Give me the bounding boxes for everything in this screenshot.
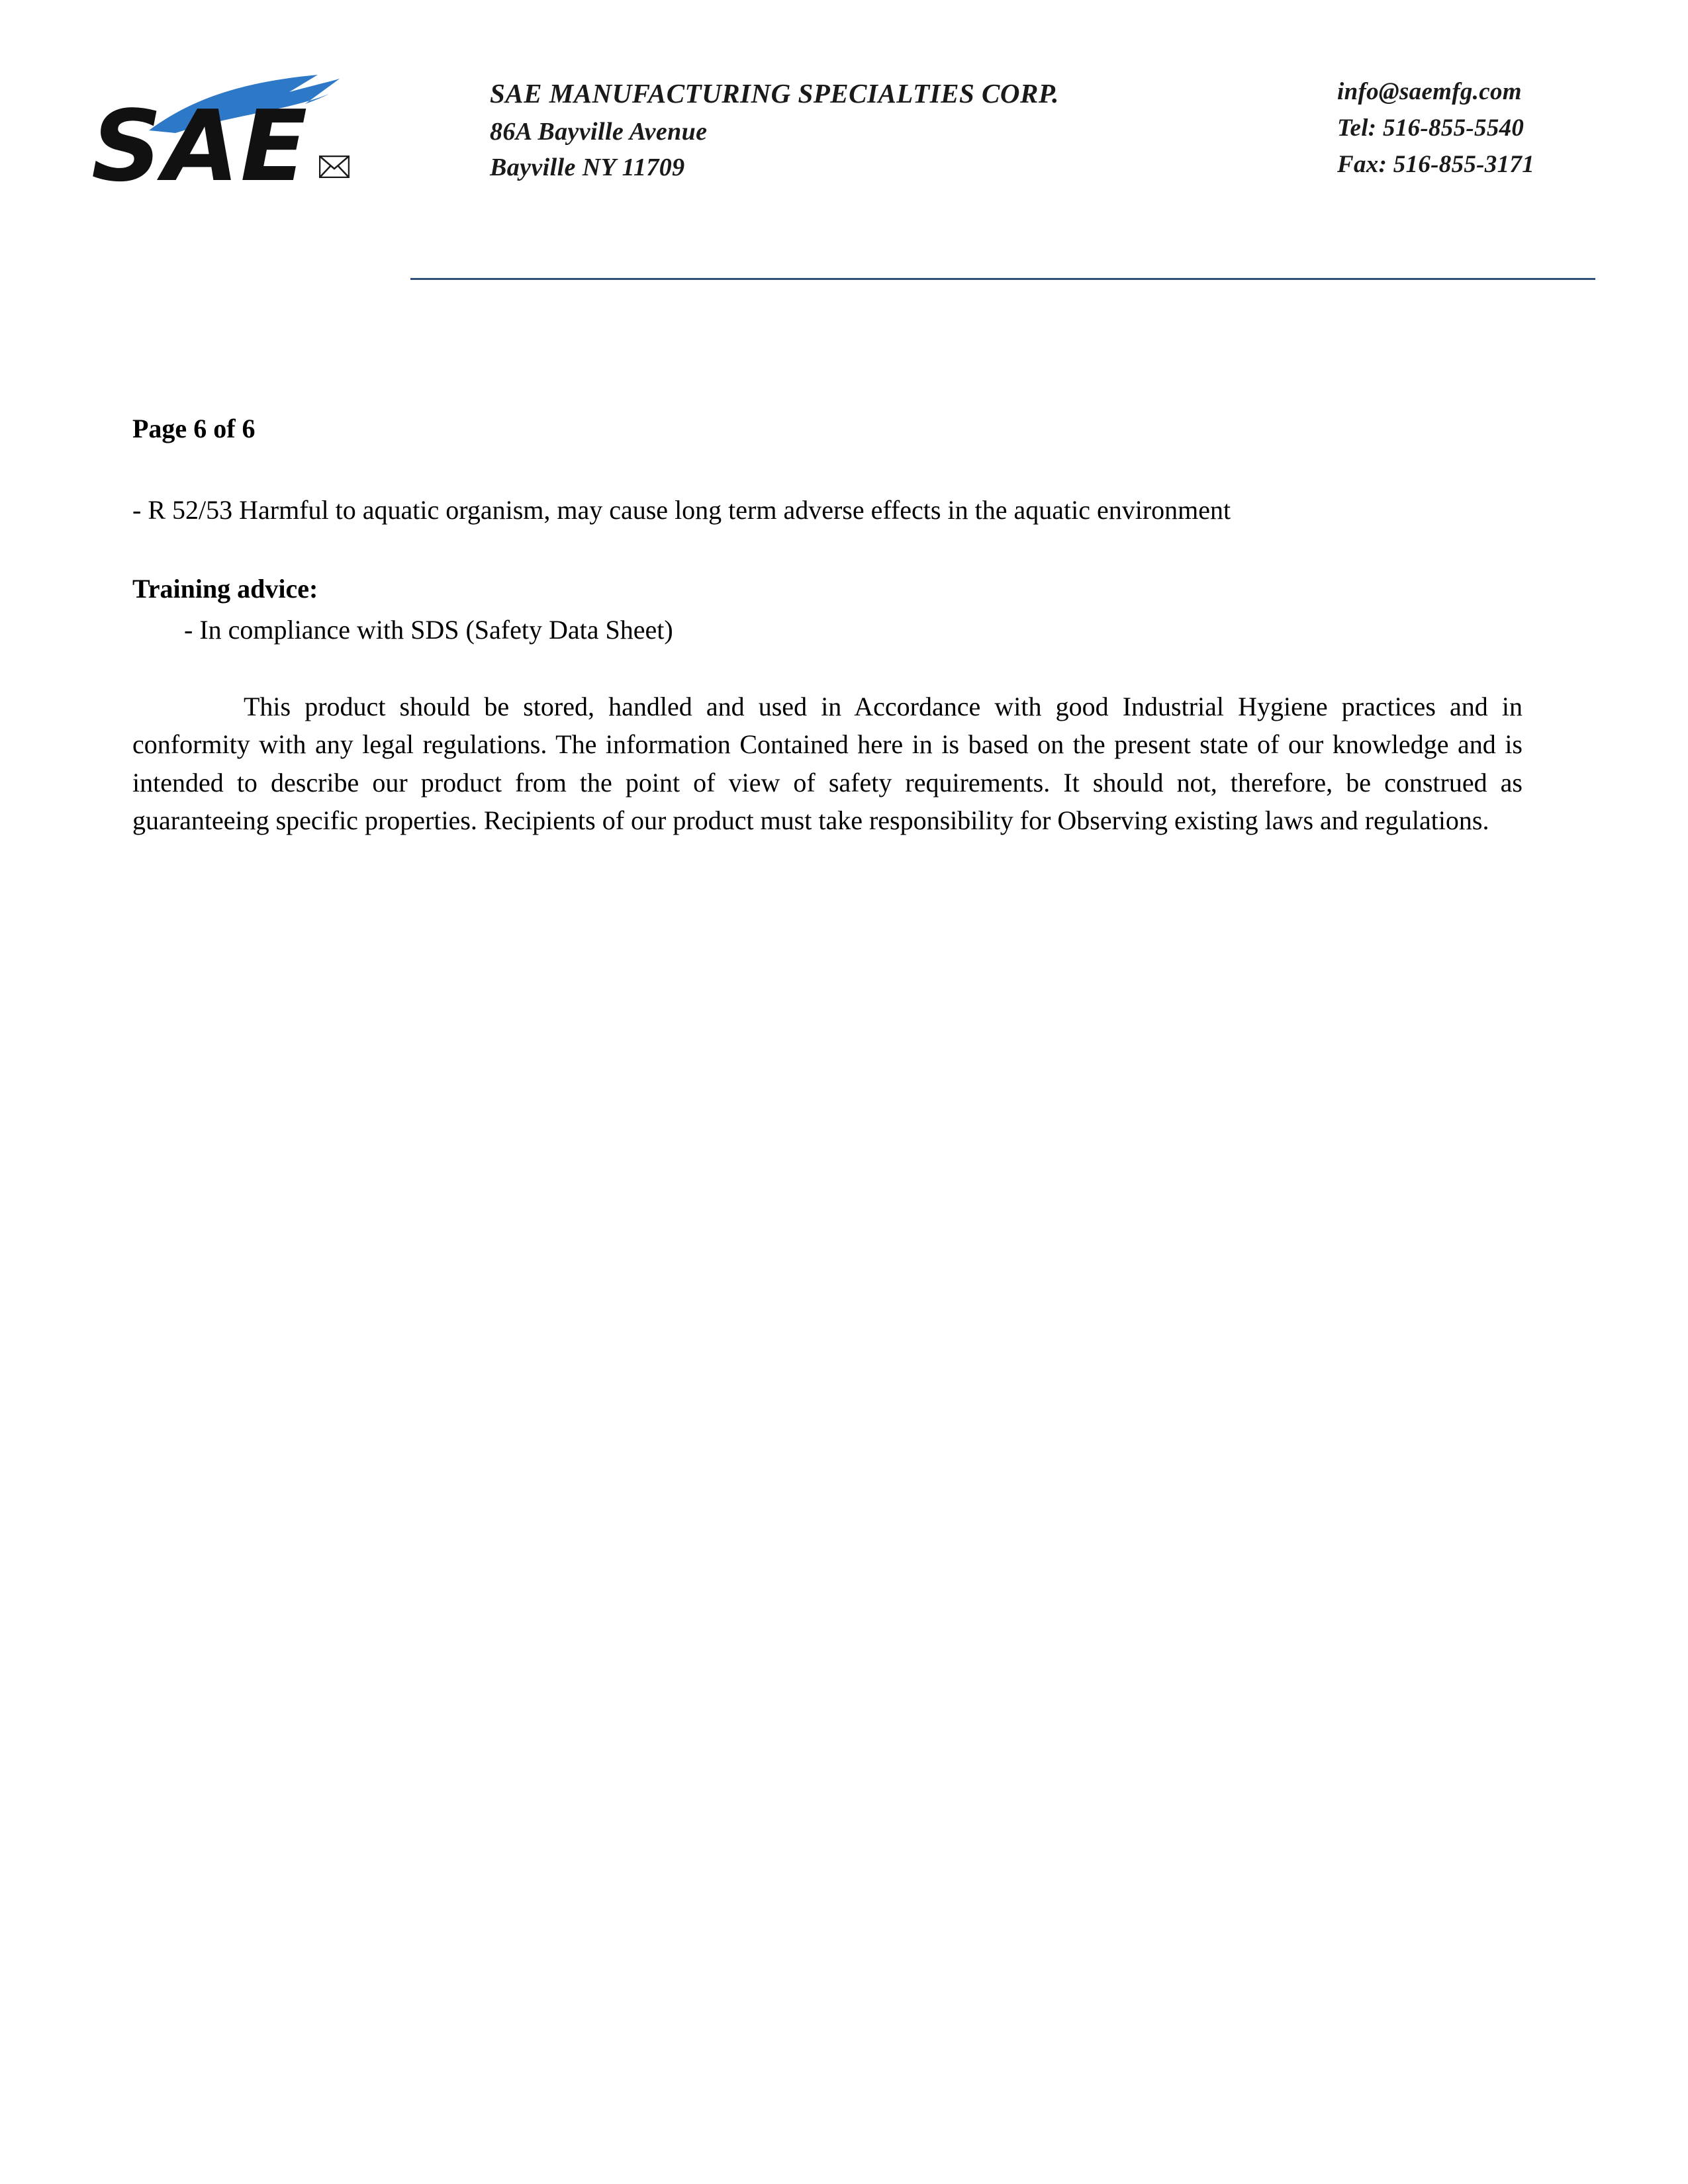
envelope-icon xyxy=(319,156,350,178)
contact-email: info@saemfg.com xyxy=(1337,78,1522,105)
page-number-label: Page 6 of 6 xyxy=(132,414,256,443)
disclaimer-paragraph: This product should be stored, handled and used in Accordance with good Industrial Hygiene practices and in conformity with any legal regulations. The information Contained here in is based on the present state of our knowledge and is intended to describe our product from the point of view of safety requirements. It should not, therefore, be construed as guaranteeing specific properties. Recipients of our product must take responsibility for Observing existing laws and regulations. xyxy=(132,692,1523,835)
company-info xyxy=(490,77,1218,189)
document-body xyxy=(132,410,1523,839)
logo-wordmark: SAE xyxy=(91,89,309,203)
contact-telephone: Tel: 516-855-5540 xyxy=(1337,114,1524,142)
training-advice-item: - In compliance with SDS (Safety Data Sheet) xyxy=(184,615,673,645)
contact-info xyxy=(1337,77,1655,187)
contact-fax: Fax: 516-855-3171 xyxy=(1337,151,1534,178)
company-address-line2: Bayville NY 11709 xyxy=(490,154,685,181)
company-name: SAE MANUFACTURING SPECIALTIES CORP. xyxy=(490,78,1059,109)
risk-phrase-line: - R 52/53 Harmful to aquatic organism, may cause long term adverse effects in the aquatic environment xyxy=(132,494,1231,525)
company-address-line1: 86A Bayville Avenue xyxy=(490,118,708,146)
company-logo xyxy=(86,69,391,212)
letterhead xyxy=(86,63,1602,235)
header-divider xyxy=(410,278,1595,280)
training-advice-heading: Training advice: xyxy=(132,573,318,604)
